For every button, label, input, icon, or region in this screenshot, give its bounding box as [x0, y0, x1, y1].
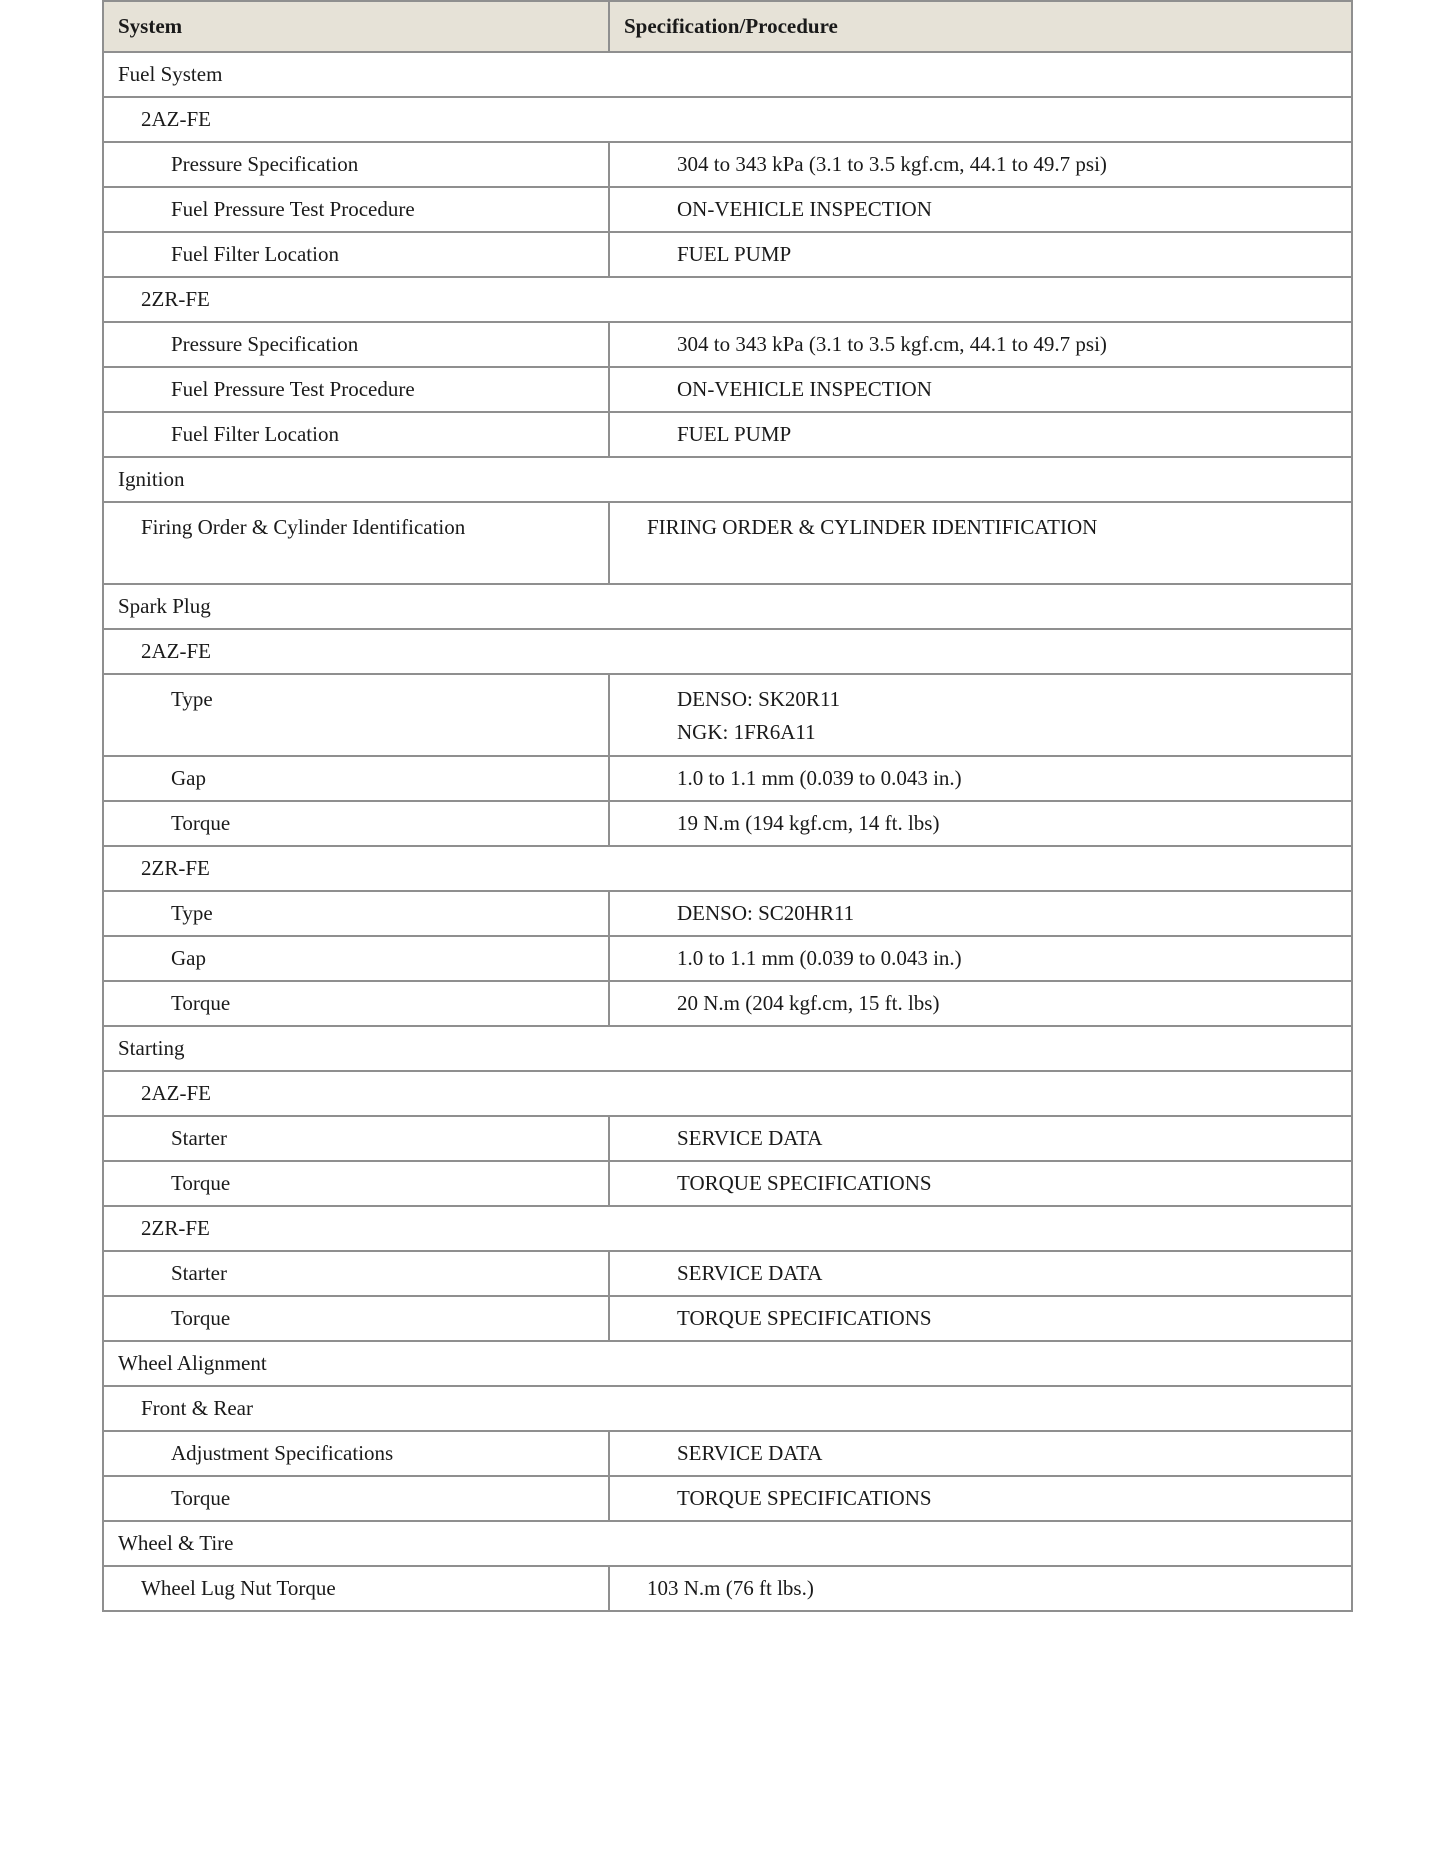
- value-line: 304 to 343 kPa (3.1 to 3.5 kgf.cm, 44.1 to 49.7 psi): [677, 152, 1107, 176]
- value-line: SERVICE DATA: [677, 1441, 823, 1465]
- item-label: Torque: [103, 801, 609, 846]
- value-line: 103 N.m (76 ft lbs.): [647, 1576, 814, 1600]
- table-row: [103, 187, 1352, 232]
- table-row: [103, 936, 1352, 981]
- section-label: 2ZR-FE: [103, 846, 1352, 891]
- table-row: [103, 981, 1352, 1026]
- section-row: [103, 52, 1352, 97]
- header-system: System: [103, 1, 609, 52]
- item-value: [609, 232, 1352, 277]
- value-line: NGK: 1FR6A11: [677, 720, 816, 744]
- table-row: [103, 674, 1352, 756]
- header-row: [103, 1, 1352, 52]
- value-line: TORQUE SPECIFICATIONS: [677, 1306, 932, 1330]
- table-row: [103, 1566, 1352, 1611]
- section-label: 2AZ-FE: [103, 1071, 1352, 1116]
- item-label: Type: [103, 674, 609, 756]
- value-line: 19 N.m (194 kgf.cm, 14 ft. lbs): [677, 811, 940, 835]
- table-row: [103, 801, 1352, 846]
- value-line: TORQUE SPECIFICATIONS: [677, 1171, 932, 1195]
- section-row: [103, 584, 1352, 629]
- value-line: 1.0 to 1.1 mm (0.039 to 0.043 in.): [677, 946, 962, 970]
- section-row: [103, 1386, 1352, 1431]
- section-label: 2ZR-FE: [103, 277, 1352, 322]
- value-line: DENSO: SK20R11: [677, 687, 841, 711]
- table-row: [103, 367, 1352, 412]
- item-label: Gap: [103, 936, 609, 981]
- item-label: Torque: [103, 981, 609, 1026]
- item-value: [609, 502, 1352, 584]
- value-line: FUEL PUMP: [677, 422, 792, 446]
- value-line: FUEL PUMP: [677, 242, 792, 266]
- value-line: SERVICE DATA: [677, 1126, 823, 1150]
- section-row: [103, 1071, 1352, 1116]
- item-label: Starter: [103, 1251, 609, 1296]
- item-value: [609, 1476, 1352, 1521]
- item-value: [609, 801, 1352, 846]
- item-value: [609, 1566, 1352, 1611]
- item-value: [609, 1296, 1352, 1341]
- section-label: Spark Plug: [103, 584, 1352, 629]
- header-specification: Specification/Procedure: [609, 1, 1352, 52]
- section-label: Fuel System: [103, 52, 1352, 97]
- table-row: [103, 1431, 1352, 1476]
- item-value: [609, 936, 1352, 981]
- table-row: [103, 142, 1352, 187]
- section-row: [103, 629, 1352, 674]
- item-label: Wheel Lug Nut Torque: [103, 1566, 609, 1611]
- section-label: 2AZ-FE: [103, 629, 1352, 674]
- value-line: 20 N.m (204 kgf.cm, 15 ft. lbs): [677, 991, 940, 1015]
- item-label: Gap: [103, 756, 609, 801]
- section-label: Wheel Alignment: [103, 1341, 1352, 1386]
- table-row: [103, 502, 1352, 584]
- section-label: 2ZR-FE: [103, 1206, 1352, 1251]
- value-line: TORQUE SPECIFICATIONS: [677, 1486, 932, 1510]
- value-line: ON-VEHICLE INSPECTION: [677, 377, 932, 401]
- item-label: Fuel Pressure Test Procedure: [103, 367, 609, 412]
- section-row: [103, 1206, 1352, 1251]
- table-row: [103, 1116, 1352, 1161]
- item-value: [609, 187, 1352, 232]
- table-row: [103, 322, 1352, 367]
- section-label: 2AZ-FE: [103, 97, 1352, 142]
- item-label: Pressure Specification: [103, 142, 609, 187]
- section-row: [103, 457, 1352, 502]
- table-row: [103, 1296, 1352, 1341]
- section-label: Starting: [103, 1026, 1352, 1071]
- item-label: Pressure Specification: [103, 322, 609, 367]
- item-value: [609, 367, 1352, 412]
- item-value: [609, 1431, 1352, 1476]
- table-row: [103, 891, 1352, 936]
- value-line: FIRING ORDER & CYLINDER IDENTIFICATION: [647, 515, 1098, 539]
- section-row: [103, 1026, 1352, 1071]
- item-value: [609, 142, 1352, 187]
- item-value: [609, 1116, 1352, 1161]
- value-line: 304 to 343 kPa (3.1 to 3.5 kgf.cm, 44.1 to 49.7 psi): [677, 332, 1107, 356]
- section-label: Front & Rear: [103, 1386, 1352, 1431]
- item-label: Torque: [103, 1296, 609, 1341]
- item-value: [609, 322, 1352, 367]
- item-label: Starter: [103, 1116, 609, 1161]
- section-row: [103, 846, 1352, 891]
- value-line: SERVICE DATA: [677, 1261, 823, 1285]
- value-line: 1.0 to 1.1 mm (0.039 to 0.043 in.): [677, 766, 962, 790]
- item-label: Fuel Filter Location: [103, 232, 609, 277]
- section-row: [103, 97, 1352, 142]
- item-label: Fuel Filter Location: [103, 412, 609, 457]
- table-row: [103, 232, 1352, 277]
- item-label: Torque: [103, 1161, 609, 1206]
- item-value: [609, 891, 1352, 936]
- table-row: [103, 1251, 1352, 1296]
- item-value: [609, 1251, 1352, 1296]
- item-label: Type: [103, 891, 609, 936]
- item-value: [609, 981, 1352, 1026]
- table-body: [103, 52, 1352, 1611]
- item-label: Adjustment Specifications: [103, 1431, 609, 1476]
- item-label: Fuel Pressure Test Procedure: [103, 187, 609, 232]
- table-row: [103, 412, 1352, 457]
- section-row: [103, 1341, 1352, 1386]
- table-row: [103, 756, 1352, 801]
- item-value: [609, 756, 1352, 801]
- item-value: [609, 674, 1352, 756]
- item-value: [609, 1161, 1352, 1206]
- table-row: [103, 1161, 1352, 1206]
- table-row: [103, 1476, 1352, 1521]
- item-label: Firing Order & Cylinder Identification: [103, 502, 609, 584]
- section-row: [103, 1521, 1352, 1566]
- value-line: ON-VEHICLE INSPECTION: [677, 197, 932, 221]
- spec-table: [102, 0, 1353, 1612]
- section-row: [103, 277, 1352, 322]
- value-line: DENSO: SC20HR11: [677, 901, 855, 925]
- section-label: Wheel & Tire: [103, 1521, 1352, 1566]
- table-header: [103, 1, 1352, 52]
- section-label: Ignition: [103, 457, 1352, 502]
- item-label: Torque: [103, 1476, 609, 1521]
- item-value: [609, 412, 1352, 457]
